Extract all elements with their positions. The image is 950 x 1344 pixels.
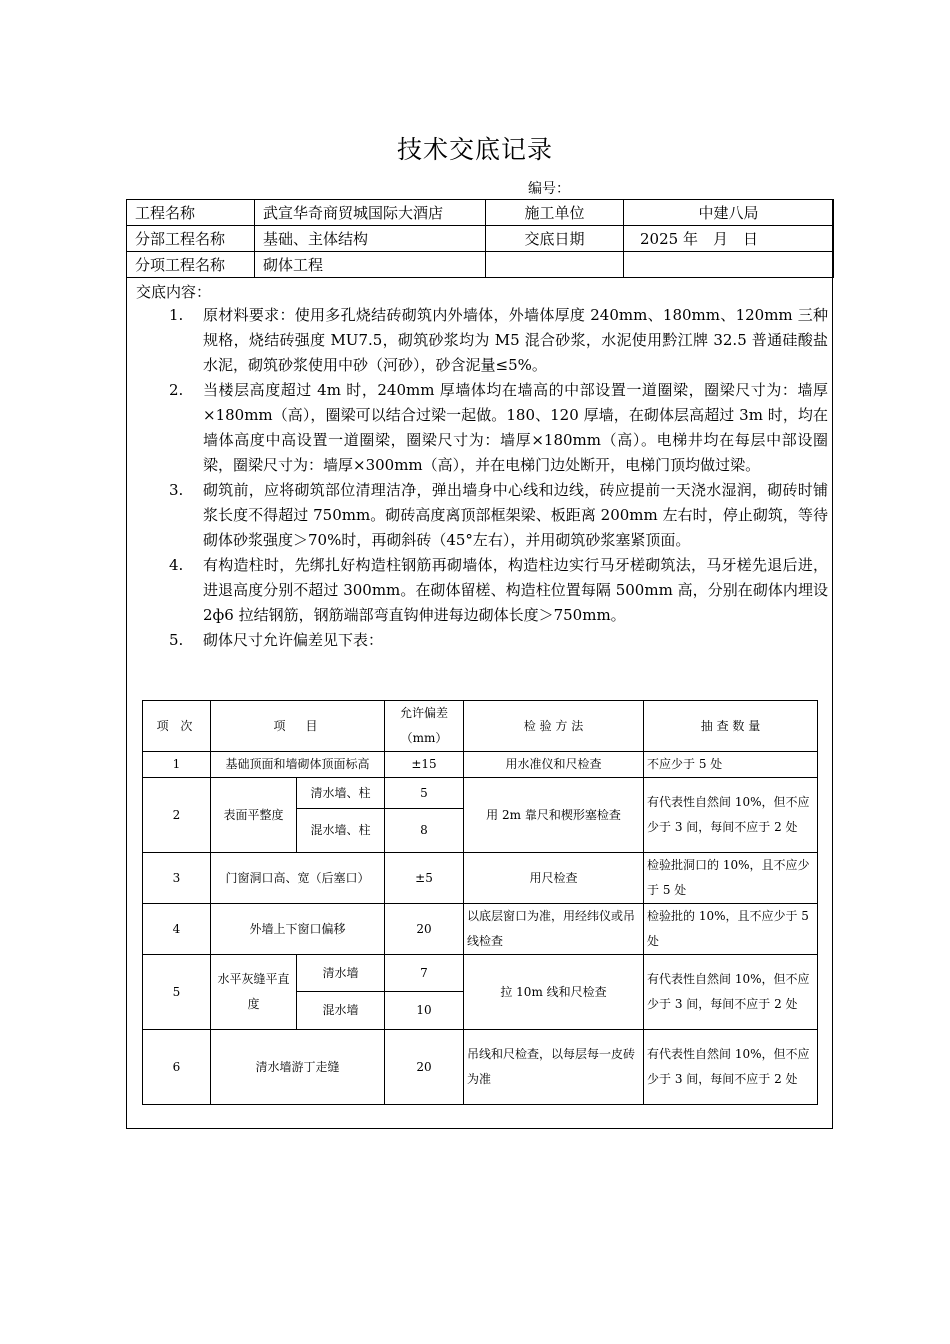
row-subitem: 混水墙、柱 (297, 809, 385, 853)
tolerance-header-line1: 允许偏差 (399, 706, 448, 720)
row-number: 1 (143, 752, 211, 778)
contractor-value: 中建八局 (624, 200, 834, 226)
row-tolerance: ±15 (385, 752, 464, 778)
row-number: 6 (143, 1030, 211, 1105)
date-label: 交底日期 (486, 226, 624, 252)
row-tolerance: 20 (385, 1030, 464, 1105)
table-row (143, 778, 818, 809)
tolerance-table (142, 700, 818, 1105)
empty-cell (624, 252, 834, 278)
table-row (143, 1030, 818, 1105)
project-name-value: 武宣华奇商贸城国际大酒店 (255, 200, 486, 226)
project-name-label: 工程名称 (127, 200, 255, 226)
row-tolerance: 5 (385, 778, 464, 809)
item-text: 原材料要求：使用多孔烧结砖砌筑内外墙体，外墙体厚度 240mm、180mm、120mm 三种规格，烧结砖强度 MU7.5，砌筑砂浆均为 M5 混合砂浆，水泥使用黔江牌 32.5 普通硅酸盐水泥，砌筑砂浆使用中砂（河砂），砂含泥量≤5%。 (203, 306, 828, 374)
contractor-label: 施工单位 (486, 200, 624, 226)
row-method: 以底层窗口为准，用经纬仪或吊线检查 (464, 904, 644, 955)
row-subitem: 混水墙 (297, 992, 385, 1030)
item-number: 5. (169, 631, 184, 649)
item-number: 2. (169, 381, 184, 399)
division-label: 分部工程名称 (127, 226, 255, 252)
tolerance-header-line2: （mm） (400, 731, 448, 745)
date-value: 2025 年 月 日 (624, 226, 834, 252)
col-header-tolerance (385, 701, 464, 752)
row-tolerance: 20 (385, 904, 464, 955)
item-text: 当楼层高度超过 4m 时，240mm 厚墙体均在墙高的中部设置一道圈梁，圈梁尺寸为：墙厚×180mm（高），圈梁可以结合过梁一起做。180、120 厚墙，在砌体层高超过 3m 时，均在墙体高度中高设置一道圈梁，圈梁尺寸为：墙厚×180mm（高）。电梯井均在每层中部设圈梁，圈梁尺寸为：墙厚×300mm（高），并在电梯门边处断开，电梯门顶均做过梁。 (203, 381, 828, 474)
list-item (164, 628, 828, 653)
row-quantity: 检验批的 10%，且不应少于 5 处 (644, 904, 818, 955)
list-item (164, 303, 828, 378)
col-header-quantity: 抽 查 数 量 (644, 701, 818, 752)
row-number: 3 (143, 853, 211, 904)
row-method: 用水准仪和尺检查 (464, 752, 644, 778)
list-item (164, 553, 828, 628)
subitem-label: 分项工程名称 (127, 252, 255, 278)
subitem-value: 砌体工程 (255, 252, 486, 278)
col-header-method: 检 验 方 法 (464, 701, 644, 752)
row-item: 外墙上下窗口偏移 (211, 904, 385, 955)
content-list (164, 303, 828, 653)
item-number: 4. (169, 556, 184, 574)
table-row (143, 752, 818, 778)
content-label: 交底内容： (136, 283, 212, 301)
row-method: 吊线和尺检查，以每层每一皮砖为准 (464, 1030, 644, 1105)
row-item: 水平灰缝平直度 (211, 955, 297, 1030)
row-item: 清水墙游丁走缝 (211, 1030, 385, 1105)
list-item (164, 478, 828, 553)
page-title: 技术交底记录 (396, 135, 553, 164)
row-subitem: 清水墙、柱 (297, 778, 385, 809)
row-method: 用尺检查 (464, 853, 644, 904)
item-text: 砌体尺寸允许偏差见下表： (203, 631, 384, 649)
row-item: 表面平整度 (211, 778, 297, 853)
item-number: 1. (169, 306, 184, 324)
row-tolerance: 7 (385, 955, 464, 992)
row-quantity: 检验批洞口的 10%，且不应少于 5 处 (644, 853, 818, 904)
row-method: 拉 10m 线和尺检查 (464, 955, 644, 1030)
table-row (143, 955, 818, 992)
row-quantity: 有代表性自然间 10%，但不应少于 3 间，每间不应于 2 处 (644, 1030, 818, 1105)
row-tolerance: 8 (385, 809, 464, 853)
row-subitem: 清水墙 (297, 955, 385, 992)
row-quantity: 不应少于 5 处 (644, 752, 818, 778)
item-text: 有构造柱时，先绑扎好构造柱钢筋再砌墙体，构造柱边实行马牙槎砌筑法，马牙槎先退后进，进退高度分别不超过 300mm。在砌体留槎、构造柱位置每隔 500mm 高，分别在砌体内埋设 2ф6 拉结钢筋，钢筋端部弯直钩伸进每边砌体长度＞750mm。 (203, 556, 828, 624)
row-item: 基础顶面和墙砌体顶面标高 (211, 752, 385, 778)
col-header-no: 项 次 (143, 701, 211, 752)
row-quantity: 有代表性自然间 10%，但不应少于 3 间，每间不应于 2 处 (644, 955, 818, 1030)
row-tolerance: 10 (385, 992, 464, 1030)
record-number-label: 编号： (528, 181, 570, 197)
division-value: 基础、主体结构 (255, 226, 486, 252)
list-item (164, 378, 828, 478)
row-method: 用 2m 靠尺和楔形塞检查 (464, 778, 644, 853)
table-row (143, 904, 818, 955)
row-tolerance: ±5 (385, 853, 464, 904)
table-row (143, 853, 818, 904)
empty-cell (486, 252, 624, 278)
col-header-item: 项 目 (211, 701, 385, 752)
header-table (126, 199, 834, 278)
row-item: 门窗洞口高、宽（后塞口） (211, 853, 385, 904)
row-number: 5 (143, 955, 211, 1030)
item-number: 3. (169, 481, 184, 499)
row-number: 2 (143, 778, 211, 853)
item-text: 砌筑前，应将砌筑部位清理洁净，弹出墙身中心线和边线，砖应提前一天浇水湿润，砌砖时铺浆长度不得超过 750mm。砌砖高度离顶部框架梁、板距离 200mm 左右时，停止砌筑，等待砌体砂浆强度＞70%时，再砌斜砖（45°左右），并用砌筑砂浆塞紧顶面。 (203, 481, 828, 549)
row-quantity: 有代表性自然间 10%，但不应少于 3 间，每间不应于 2 处 (644, 778, 818, 853)
row-number: 4 (143, 904, 211, 955)
